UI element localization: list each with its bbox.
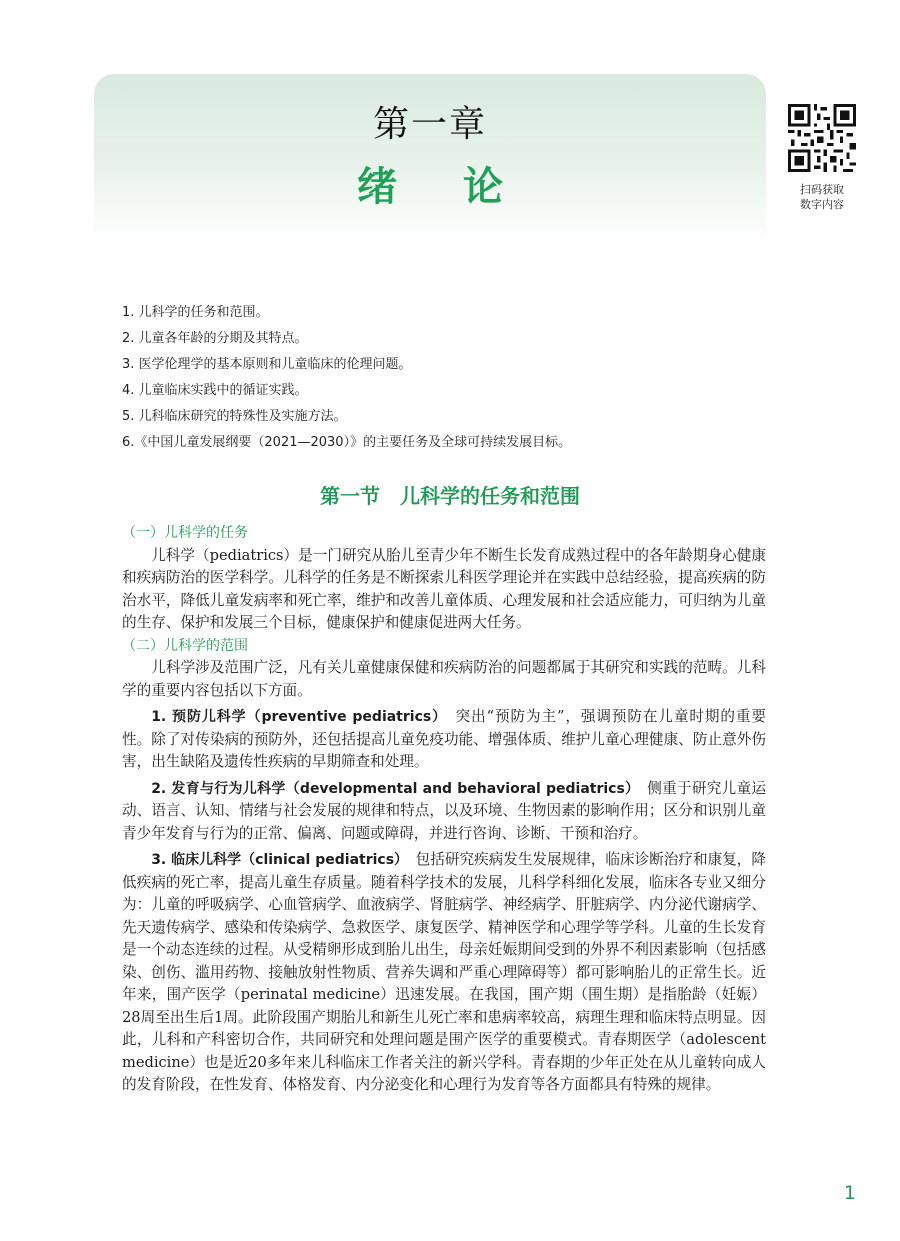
scope-item-clinical: [122, 849, 766, 1097]
subheading-tasks: （一）儿科学的任务: [122, 525, 248, 541]
objective-item: 1. 儿科学的任务和范围。: [122, 305, 269, 320]
page-number: 1: [843, 1182, 856, 1204]
paragraph-scope: 儿科学涉及范围广泛，凡有关儿童健康保健和疾病防治的问题都属于其研究和实践的范畴。儿科学的重要内容包括以下方面。: [122, 659, 766, 699]
scope-item-lead: 1. 预防儿科学（preventive pediatrics）: [151, 709, 441, 725]
chapter-number: 第一章: [372, 104, 487, 145]
scope-item-text: 包括研究疾病发生发展规律，临床诊断治疗和康复，降低疾病的死亡率，提高儿童生存质量。随着科学技术的发展，儿科学科细化发展，临床各专业又细分为：儿童的呼吸病学、心血管病学、血液病学、肾脏病学、神经病学、肝脏病学、内分泌代谢病学、先天遗传病学、感染和传染病学、急救医学、康复医学、精神医学和心理学等学科。儿童的生长发育是一个动态连续的过程。从受精卵形成到胎儿出生，母亲妊娠期间受到的外界不利因素影响（包括感染、创伤、滥用药物、接触放射性物质、营养失调和严重心理障碍等）都可影响胎儿的正常生长。近年来，围产医学（perinatal medicine）迅速发展。在我国，围产期（围生期）是指胎龄（妊娠）28周至出生后1周。此阶段围产期胎儿和新生儿死亡率和患病率较高，病理生理和临床特点明显。因此，儿科和产科密切合作，共同研究和处理问题是围产医学的重要模式。青春期医学（adolescent medicine）也是近20多年来儿科临床工作者关注的新兴学科。青春期的少年正处在从儿童转向成人的发育阶段，在性发育、体格发育、内分泌变化和心理行为发育等各方面都具有特殊的规律。: [122, 851, 766, 1093]
section-title: 第一节 儿科学的任务和范围: [320, 484, 580, 508]
objective-item: 3. 医学伦理学的基本原则和儿童临床的伦理问题。: [122, 357, 412, 372]
qr-code-icon[interactable]: [788, 104, 856, 172]
objective-item: 2. 儿童各年龄的分期及其特点。: [122, 331, 308, 346]
scope-item-lead: 3. 临床儿科学（clinical pediatrics）: [151, 852, 402, 868]
qr-caption-line1: 扫码获取: [800, 183, 844, 196]
objective-item: 6.《中国儿童发展纲要（2021—2030）》的主要任务及全球可持续发展目标。: [122, 435, 572, 450]
scope-item-text: 突出“预防为主”，强调预防在儿童时期的重要性。除了对传染病的预防外，还包括提高儿童免疫功能、增强体质、维护儿童心理健康、防止意外伤害，出生缺陷及遗传性疾病的早期筛查和处理。: [122, 708, 766, 770]
scope-item-preventive: [122, 706, 766, 774]
section-body: [122, 522, 766, 1097]
chapter-title: 绪论: [357, 164, 569, 210]
subheading-scope: （二）儿科学的范围: [122, 637, 248, 654]
learning-objectives-list: [122, 300, 571, 456]
scope-item-developmental: [122, 778, 766, 846]
objective-item: 5. 儿科临床研究的特殊性及实施方法。: [122, 409, 347, 424]
objective-item: 4. 儿童临床实践中的循证实践。: [122, 383, 308, 398]
qr-caption: [776, 182, 868, 212]
paragraph-tasks: 儿科学（pediatrics）是一门研究从胎儿至青少年不断生长发育成熟过程中的各年龄期身心健康和疾病防治的医学科学。儿科学的任务是不断探索儿科医学理论并在实践中总结经验，提高疾病的防治水平，降低儿童发病率和死亡率，维护和改善儿童体质、心理发展和社会适应能力，可归纳为儿童的生存、保护和发展三个目标，健康保护和健康促进两大任务。: [122, 546, 766, 631]
qr-caption-line2: 数字内容: [800, 198, 844, 211]
scope-item-text: 侧重于研究儿童运动、语言、认知、情绪与社会发展的规律和特点，以及环境、生物因素的影响作用；区分和识别儿童青少年发育与行为的正常、偏离、问题或障碍，并进行咨询、诊断、干预和治疗。: [122, 779, 766, 842]
scope-item-lead: 2. 发育与行为儿科学（developmental and behavioral pediatrics）: [151, 780, 633, 797]
